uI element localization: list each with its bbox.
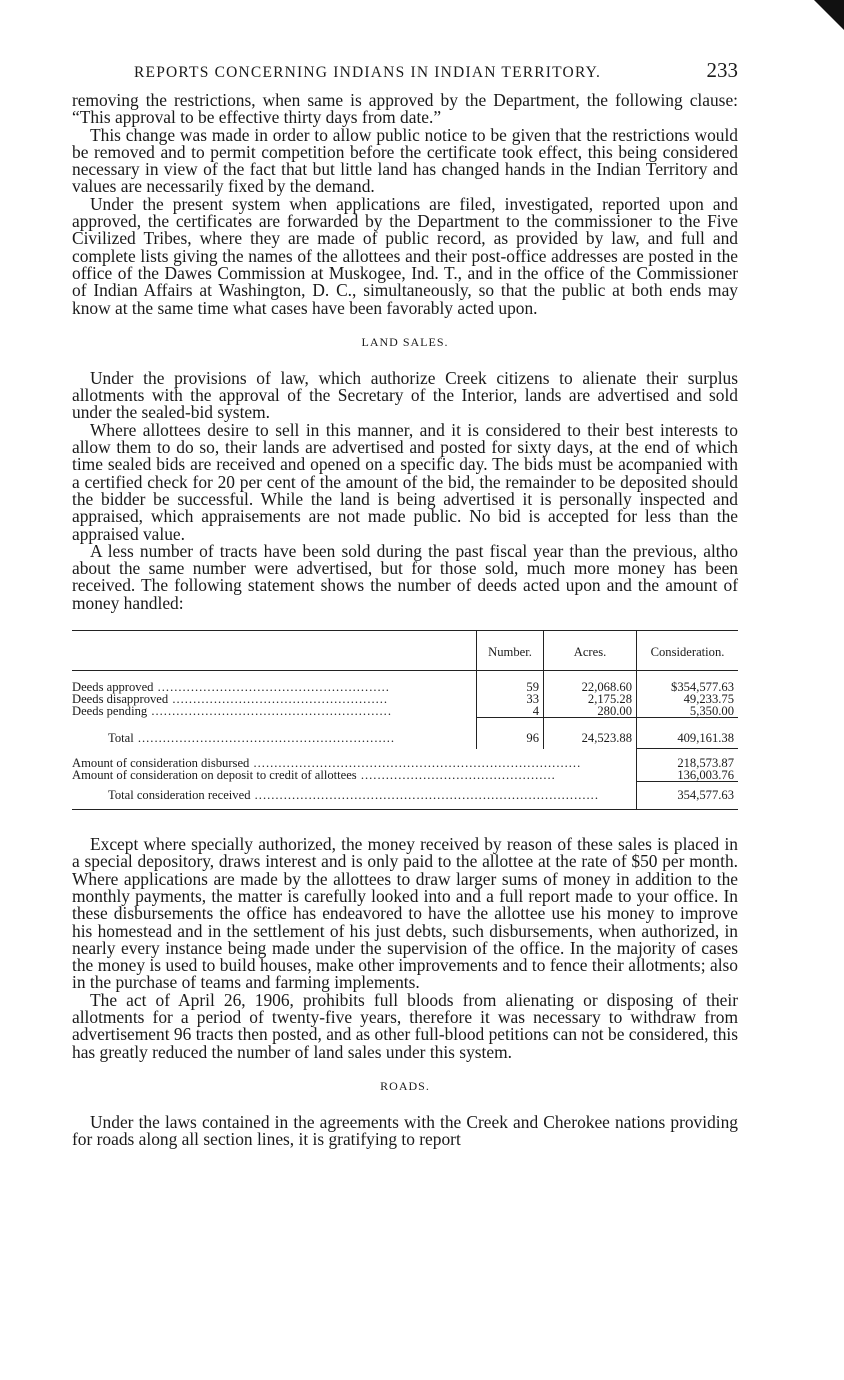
- cell-number: 59: [477, 681, 544, 693]
- column-header-acres: Acres.: [544, 631, 637, 671]
- cell-acres: 2,175.28: [544, 693, 637, 705]
- roads-paragraph: Under the laws contained in the agreements with the Creek and Cherokee nations providing for roads along all section lines, it is gratifying to report: [72, 1111, 738, 1150]
- column-header-number: Number.: [477, 631, 544, 671]
- land-sales-heading: LAND SALES.: [361, 334, 449, 349]
- cell-on-deposit: 136,003.76: [637, 769, 739, 782]
- paragraph-3: Under the present system when applications are filed, investigated, reported upon and approved, the certificates are forwarded by the Department to the commissioner to the Five Civilized Tribes, where they are made of public record, as provided by law, and full and complete lists giving the names of the allottees and their post-office addresses are posted in the office of the Dawes Commission at Muskogee, Ind. T., and in the office of the Commissioner of Indian Affairs at Washington, D. C., simultaneously, so that the public at both ends may know at the same time what cases have been favorably acted upon.: [72, 193, 738, 318]
- running-title: REPORTS CONCERNING INDIANS IN INDIAN TERRITORY.: [134, 64, 602, 81]
- row-label-on-deposit: Amount of consideration on deposit to credit of allottees: [72, 768, 357, 783]
- leader-dots: ..............................................................: [133, 731, 396, 746]
- paragraph-1: removing the restrictions, when same is approved by the Department, the following clause: “This approval to be effective thirty days from date.”: [72, 90, 738, 128]
- cell-consideration: 5,350.00: [637, 705, 739, 718]
- leader-dots: ....................................................: [168, 692, 389, 707]
- row-label-total-received: Total consideration received: [108, 787, 251, 802]
- table-final-row: [72, 782, 738, 810]
- row-label-deeds-approved: Deeds approved: [72, 680, 154, 695]
- column-header-consideration: Consideration.: [637, 631, 739, 671]
- row-label-disbursed: Amount of consideration disbursed: [72, 755, 250, 770]
- row-label-deeds-disapproved: Deeds disapproved: [72, 692, 169, 707]
- row-label-total: Total: [108, 731, 134, 746]
- table-header-blank: [72, 631, 477, 671]
- land-sales-paragraph-1: Under the provisions of law, which authorize Creek citizens to alienate their surplus allotments with the approval of the Secretary of the Interior, lands are advertised and sold under the sealed-bid system.: [72, 367, 738, 423]
- page-number: 233: [706, 58, 738, 82]
- table-row: [72, 705, 738, 718]
- cell-number: 4: [477, 705, 544, 718]
- page-corner-mark: [814, 0, 844, 30]
- leader-dots: ..........................................................: [147, 704, 392, 719]
- paragraph-after-table-1: Except where specially authorized, the money received by reason of these sales is placed in a special depository, draws interest and is only paid to the allottee at the rate of $50 per month. Where applications are made by the allottees to draw larger sums of money in addition to the monthly payments, the matter is carefully looked into and a full report made to your office. In these disbursements the office has endeavored to have the allottee use his money to improve his homestead and in the settlement of his just debts, such disbursements, when authorized, in nearly every instance being made under the supervision of the office. In the majority of cases the money is used to build houses, make other improvements and to fence their allotments; also in the purchase of teams and farming implements.: [72, 834, 738, 993]
- cell-consideration: 49,233.75: [637, 693, 739, 705]
- leader-dots: ...............................................: [356, 768, 556, 783]
- running-head: [72, 58, 738, 92]
- leader-dots: ...............................................................................: [249, 755, 582, 770]
- table-total-row: [72, 728, 738, 749]
- cell-acres: 22,068.60: [544, 681, 637, 693]
- page-body: [72, 58, 738, 1148]
- row-label-deeds-pending: Deeds pending: [72, 704, 148, 719]
- table-header-row: [72, 631, 738, 671]
- cell-number: 33: [477, 693, 544, 705]
- leader-dots: ........................................................: [153, 680, 390, 695]
- land-sales-paragraph-2: Where allottees desire to sell in this manner, and it is considered to their best interests to allow them to do so, their lands are advertised and posted for sixty days, at the end of which time sealed bids are received and opened on a specific day. The bids must be acompanied with a certified check for 20 per cent of the amount of the bid, the remainder to be deposited should the bidder be successful. While the land is being advertised it is personally inspected and appraised, which appraisements are not made public. No bid is accepted for less than the appraised value.: [72, 419, 738, 544]
- table-row: [72, 769, 738, 782]
- paragraph-after-table-2: The act of April 26, 1906, prohibits full bloods from alienating or disposing of their allotments for a period of twenty-five years, therefore it was necessary to withdraw from advertisement 96 tracts then posted, and as other full-blood petitions can not be considered, this has greatly reduced the number of land sales under this system.: [72, 989, 738, 1062]
- cell-acres: 280.00: [544, 705, 637, 718]
- paragraph-2: This change was made in order to allow public notice to be given that the restrictions would be removed and to permit competition before the certificate took effect, this being considered necessary in view of the fact that but little land has changed hands in the Indian Territory and values are necessarily fixed by the demand.: [72, 124, 738, 197]
- cell-total-received: 354,577.63: [637, 782, 739, 810]
- table-row: [72, 749, 738, 770]
- cell-disbursed: 218,573.87: [637, 749, 739, 770]
- cell-total-consideration: 409,161.38: [637, 728, 739, 749]
- cell-total-number: 96: [477, 728, 544, 749]
- roads-heading: ROADS.: [380, 1078, 430, 1093]
- land-sales-paragraph-3: A less number of tracts have been sold during the past fiscal year than the previous, altho about the same number were advertised, but for those sold, much more money has been received. The following statement shows the number of deeds acted upon and the amount of money handled:: [72, 540, 738, 613]
- cell-consideration: $354,577.63: [637, 681, 739, 693]
- leader-dots: ...................................................................................: [250, 787, 599, 802]
- deeds-table: [72, 630, 738, 810]
- cell-total-acres: 24,523.88: [544, 728, 637, 749]
